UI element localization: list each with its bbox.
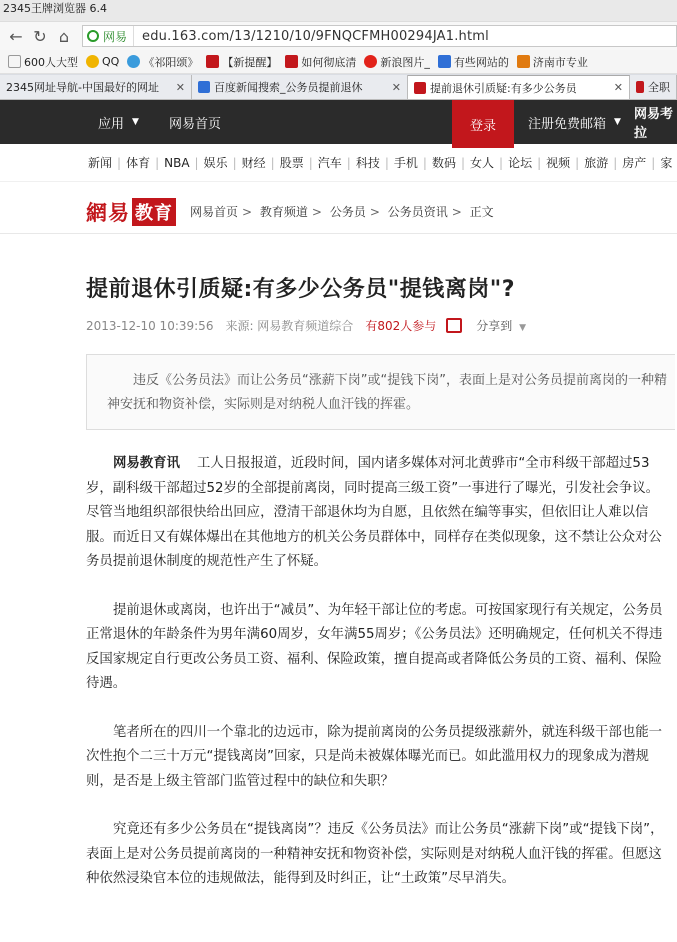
bookmark-item[interactable]: QQ <box>86 55 119 68</box>
comment-count-link[interactable]: 有802人参与 <box>365 319 437 333</box>
paragraph: 笔者所在的四川一个靠北的边远市，除为提前离岗的公务员提级涨薪外，就连科级干部也能一次性抱个二三十万元“提钱离岗”回家，只是尚未被媒体曝光而已。如此滥用权力的现象成为潜规则，是否是上级主管部门监管过程中的缺位和失职？ <box>86 724 663 789</box>
close-icon[interactable]: ✕ <box>613 81 623 94</box>
bookmark-item[interactable]: 新浪图片_ <box>364 54 430 70</box>
breadcrumb-link[interactable]: 教育频道 <box>259 205 308 219</box>
bookmark-item[interactable]: 《祁阳颂》 <box>127 54 198 70</box>
netease-edu-logo[interactable]: 網易 教育 <box>86 199 176 225</box>
category-link[interactable]: 视频 <box>546 156 571 170</box>
weibo-icon <box>364 55 377 68</box>
nav-separator: | <box>155 155 160 170</box>
breadcrumb <box>190 203 494 220</box>
page-icon <box>8 55 21 68</box>
category-link[interactable]: 数码 <box>431 156 456 170</box>
close-icon[interactable]: ✕ <box>391 80 401 94</box>
paragraph: 提前退休或离岗，也许出于“减员”、为年轻干部让位的考虑。可按国家现行有关规定，公务员正常退休的年龄条件为男年满60周岁，女年满55周岁；《公务员法》还明确规定，任何机关不得违反国家规定自行更改公务员工资、福利、保险政策，擅自提高或者降低公务员的工资、福利、保险待遇。 <box>86 602 663 691</box>
bookmark-item[interactable]: 【新提醒】 <box>206 54 277 70</box>
breadcrumb-link[interactable]: 公务员 <box>329 205 366 219</box>
article-summary: 违反《公务员法》而让公务员“涨薪下岗”或“提钱下岗”，表面上是对公务员提前离岗的一种精神安抚和物资补偿，实际则是对纳税人血汗钱的挥霍。 <box>86 354 675 430</box>
chevron-down-icon: ▼ <box>614 117 621 127</box>
breadcrumb-link[interactable]: 公务员资讯 <box>387 205 448 219</box>
category-link[interactable]: 家 <box>660 156 673 170</box>
edit-comment-icon[interactable] <box>446 318 462 333</box>
secure-label: 网易 <box>103 29 128 44</box>
site-topbar <box>0 100 677 144</box>
nav-separator: | <box>270 155 275 170</box>
paw-icon <box>198 81 210 93</box>
tab-strip <box>0 74 677 100</box>
chevron-right-icon: > <box>369 205 380 219</box>
play-icon <box>127 55 140 68</box>
reload-icon[interactable]: ↻ <box>33 26 47 46</box>
nav-separator: | <box>232 155 237 170</box>
paw-icon <box>438 55 451 68</box>
netease-home-link[interactable]: 网易首页 <box>168 116 221 132</box>
breadcrumb-current: 正文 <box>469 205 494 219</box>
secure-badge[interactable] <box>83 26 134 46</box>
article-title: 提前退休引质疑:有多少公务员"提钱离岗"? <box>86 277 515 302</box>
tab-article[interactable]: 提前退休引质疑:有多少公务员 ✕ <box>408 75 630 99</box>
paragraph: 究竟还有多少公务员在“提钱离岗”？违反《公务员法》而让公务员“涨薪下岗”或“提钱下岗”，表面上是对公务员提前离岗的一种精神安抚和物资补偿，实际则是对纳税人血汗钱的挥霍。但愿这种依然浸染官本位的违规做法，能得到及时纠正，让“土政策”尽早消失。 <box>86 822 664 886</box>
nav-separator: | <box>613 155 618 170</box>
window-title: 2345王牌浏览器 6.4 <box>0 0 677 22</box>
site-icon <box>636 81 644 93</box>
chevron-right-icon: > <box>311 205 322 219</box>
back-arrow-icon[interactable]: ← <box>9 26 23 46</box>
home-icon[interactable]: ⌂ <box>58 26 70 46</box>
chevron-down-icon: ▼ <box>132 117 139 127</box>
nav-separator: | <box>384 155 389 170</box>
shield-icon <box>87 30 99 42</box>
category-link[interactable]: 旅游 <box>584 156 609 170</box>
chevron-right-icon: > <box>242 205 253 219</box>
nav-separator: | <box>308 155 313 170</box>
bookmark-item[interactable]: 600人大型 <box>8 54 78 70</box>
close-icon[interactable]: ✕ <box>175 80 185 94</box>
paragraph: 网易教育讯 工人日报报道，近段时间，国内诸多媒体对河北黄骅市“全市科级干部超过53岁，副科级干部超过52岁的全部提前离岗，同时提高三级工资”一事进行了曝光，引发社会争议。尽管当地组织部很快给出回应，澄清干部退休均为自愿，且依然在编等事实，但依旧让人难以信服。而近日又有媒体爆出在其他地方的机关公务员群体中，同样存在类似现象，这不禁让公众对公务员提前退休制度的规范性产生了怀疑。 <box>86 456 662 569</box>
site-icon <box>285 55 298 68</box>
bookmarks-bar <box>0 50 677 74</box>
nav-separator: | <box>422 155 427 170</box>
register-mail-menu[interactable]: 注册免费邮箱 ▼ <box>528 116 621 132</box>
site-icon <box>206 55 219 68</box>
category-link[interactable]: 女人 <box>470 156 495 170</box>
article <box>0 272 677 892</box>
bookmark-item[interactable]: 济南市专业 <box>517 54 588 70</box>
category-link[interactable]: 体育 <box>126 156 151 170</box>
nav-separator: | <box>575 155 580 170</box>
netease-icon <box>414 82 426 94</box>
breadcrumb-link[interactable]: 网易首页 <box>190 205 239 219</box>
browser-toolbar <box>0 22 677 50</box>
lead-label: 网易教育讯 <box>113 456 180 471</box>
nav-separator: | <box>499 155 504 170</box>
address-bar[interactable] <box>82 25 677 47</box>
qq-icon <box>86 55 99 68</box>
login-button[interactable]: 登录 <box>452 100 514 148</box>
category-link[interactable]: 财经 <box>241 156 266 170</box>
bookmark-item[interactable]: 如何彻底清 <box>285 54 356 70</box>
apps-menu[interactable]: 应用 ▼ <box>98 116 139 132</box>
category-link[interactable]: 论坛 <box>508 156 533 170</box>
tab-other[interactable]: 全职 <box>630 75 677 99</box>
nav-separator: | <box>460 155 466 170</box>
tab-2345[interactable]: 2345网址导航-中国最好的网址 ✕ <box>0 75 192 99</box>
nav-separator: | <box>537 155 542 170</box>
bookmark-item[interactable]: 有些网站的 <box>438 54 509 70</box>
article-source: 来源: 网易教育频道综合 <box>225 319 354 333</box>
category-link[interactable]: 科技 <box>355 156 380 170</box>
publish-time: 2013-12-10 10:39:56 <box>86 318 214 333</box>
channel-header <box>0 190 677 234</box>
url-text[interactable]: edu.163.com/13/1210/10/9FNQCFMH00294JA1.html <box>142 28 489 44</box>
tab-baidu[interactable]: 百度新闻搜索_公务员提前退休 ✕ <box>192 75 408 99</box>
exam-link[interactable]: 网易考拉 <box>634 107 674 141</box>
category-link[interactable]: 股票 <box>279 156 304 170</box>
nav-separator: | <box>346 155 351 170</box>
category-link[interactable]: 房产 <box>622 156 647 170</box>
star-icon <box>517 55 530 68</box>
chevron-right-icon: > <box>451 205 462 219</box>
category-link[interactable]: 汽车 <box>317 156 342 170</box>
category-link[interactable]: 新闻 <box>88 156 113 170</box>
category-link[interactable]: 娱乐 <box>203 156 228 170</box>
nav-separator: | <box>651 155 656 170</box>
category-link[interactable]: 手机 <box>393 156 418 170</box>
article-body <box>86 452 677 892</box>
category-link[interactable]: NBA <box>164 155 190 170</box>
share-menu[interactable]: 分享到 ▼ <box>476 319 526 333</box>
article-meta <box>86 317 677 334</box>
chevron-down-icon: ▼ <box>519 323 526 333</box>
nav-separator: | <box>117 155 122 170</box>
category-nav <box>0 144 677 182</box>
nav-separator: | <box>194 155 199 170</box>
